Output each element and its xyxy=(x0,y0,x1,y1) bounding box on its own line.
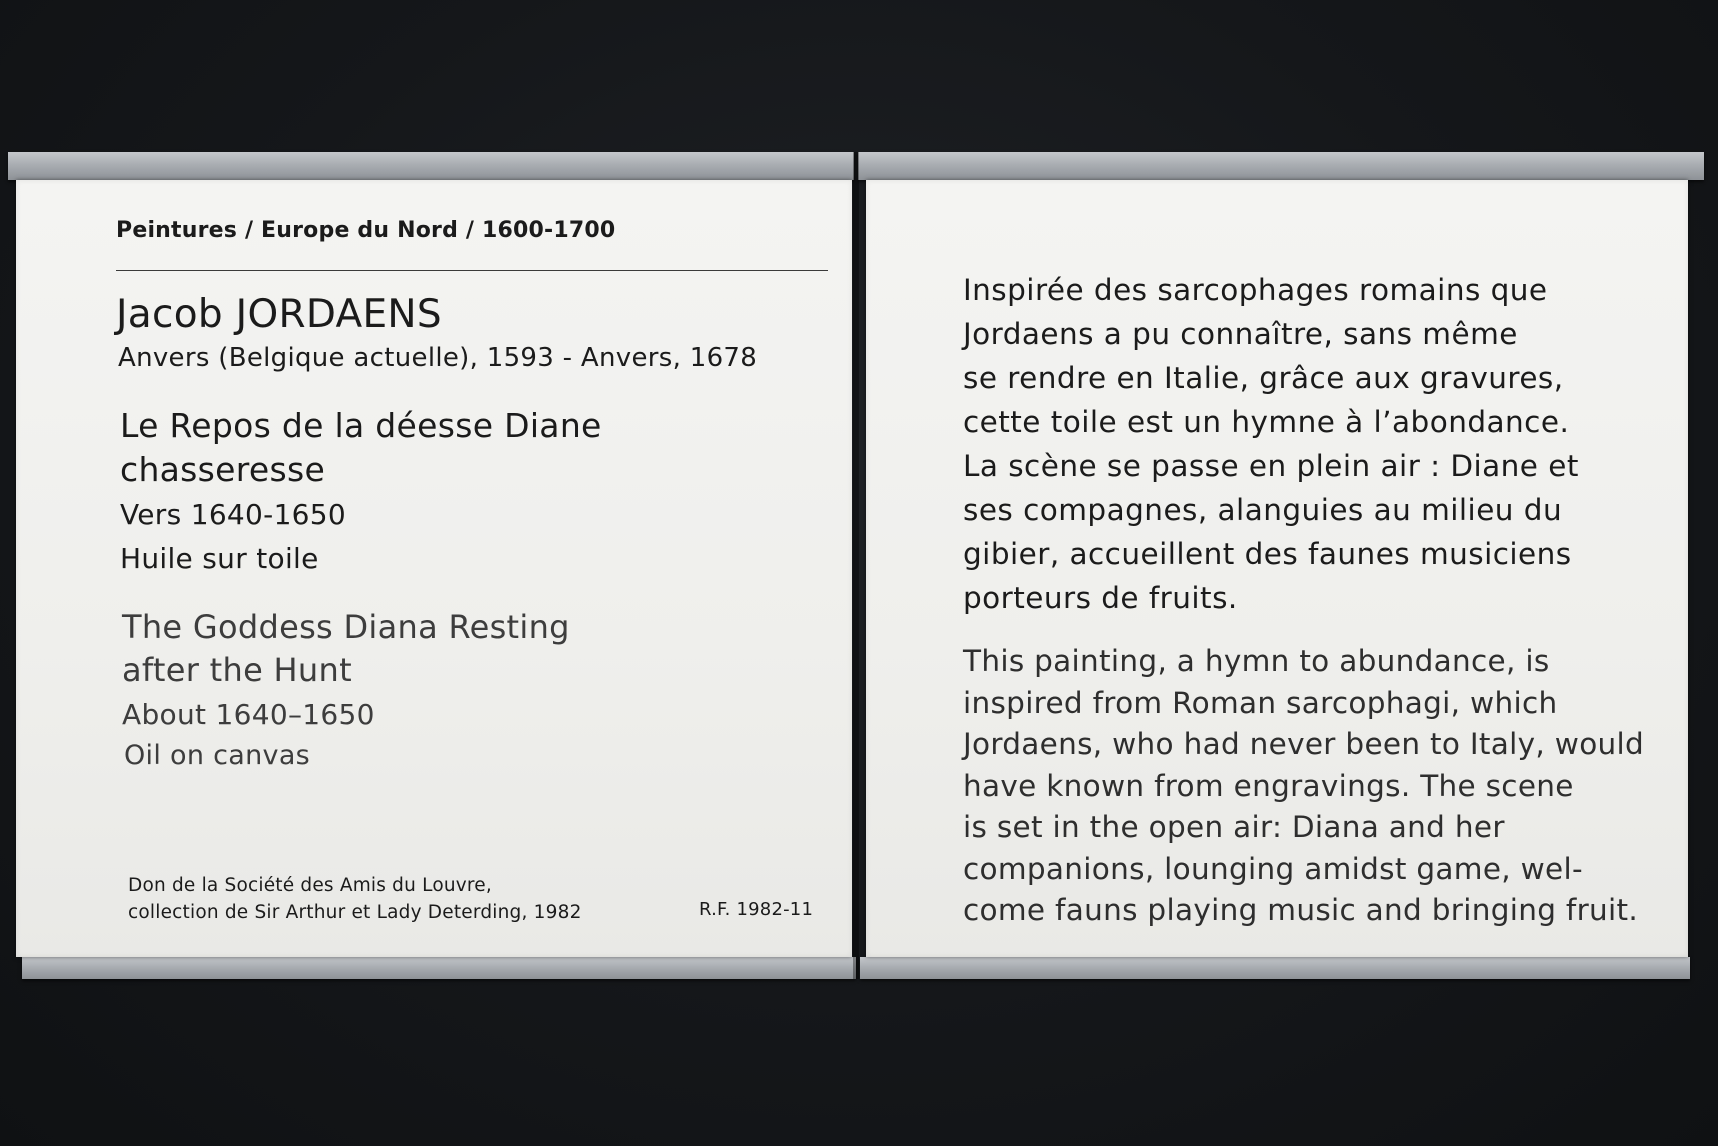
credit-line-text: collection de Sir Arthur et Lady Deterding, 1982 xyxy=(128,902,582,923)
description-en-line: have known from engravings. The scene xyxy=(963,768,1574,803)
description-fr-line: Jordaens a pu connaître, sans même xyxy=(963,317,1518,351)
artwork-medium-en: Oil on canvas xyxy=(124,740,311,771)
artwork-date-en: About 1640–1650 xyxy=(122,698,375,731)
credit-line-text: Don de la Société des Amis du Louvre, xyxy=(128,875,492,896)
description-en xyxy=(963,641,1644,932)
collection-category: Peintures / Europe du Nord / 1600-1700 xyxy=(116,218,616,243)
holder-gap xyxy=(853,152,859,979)
title-fr-line: chasseresse xyxy=(120,450,326,489)
credit-line xyxy=(128,872,582,926)
description-en-line: is set in the open air: Diana and her xyxy=(963,810,1505,844)
artwork-title-fr xyxy=(120,404,760,492)
description-fr xyxy=(963,268,1579,620)
description-en-line: This painting, a hymn to abundance, is xyxy=(963,644,1550,678)
museum-label-right xyxy=(866,180,1688,957)
description-fr-line: porteurs de fruits. xyxy=(963,581,1238,615)
title-fr-line: Le Repos de la déesse Diane xyxy=(120,406,602,445)
description-en-line: inspired from Roman sarcophagi, which xyxy=(963,685,1558,720)
artwork-medium-fr: Huile sur toile xyxy=(120,542,319,575)
description-fr-line: se rendre en Italie, grâce aux gravures, xyxy=(963,361,1564,395)
museum-label-left xyxy=(16,180,852,957)
inventory-number: R.F. 1982-11 xyxy=(699,899,814,920)
top-rail-left xyxy=(8,152,854,180)
description-fr-line: Inspirée des sarcophages romains que xyxy=(963,273,1548,307)
title-en-line: after the Hunt xyxy=(122,651,352,689)
description-en-line: companions, lounging amidst game, wel- xyxy=(963,851,1583,886)
artist-dates: Anvers (Belgique actuelle), 1593 - Anvers, 1678 xyxy=(118,343,758,373)
description-en-line: come fauns playing music and bringing fruit. xyxy=(963,893,1639,927)
artwork-title-en xyxy=(122,606,762,692)
divider-line xyxy=(116,270,828,271)
artist-name: Jacob JORDAENS xyxy=(116,292,442,337)
title-en-line: The Goddess Diana Resting xyxy=(122,608,570,646)
description-en-line: Jordaens, who had never been to Italy, would xyxy=(963,727,1645,761)
top-rail-right xyxy=(858,152,1704,180)
bottom-rail-left xyxy=(22,957,856,979)
description-fr-line: cette toile est un hymne à l’abondance. xyxy=(963,405,1570,439)
description-fr-line: La scène se passe en plein air : Diane et xyxy=(963,449,1579,483)
bottom-rail-right xyxy=(860,957,1690,979)
description-fr-line: gibier, accueillent des faunes musiciens xyxy=(963,537,1572,571)
description-fr-line: ses compagnes, alanguies au milieu du xyxy=(963,493,1563,527)
artwork-date-fr: Vers 1640-1650 xyxy=(120,498,347,531)
